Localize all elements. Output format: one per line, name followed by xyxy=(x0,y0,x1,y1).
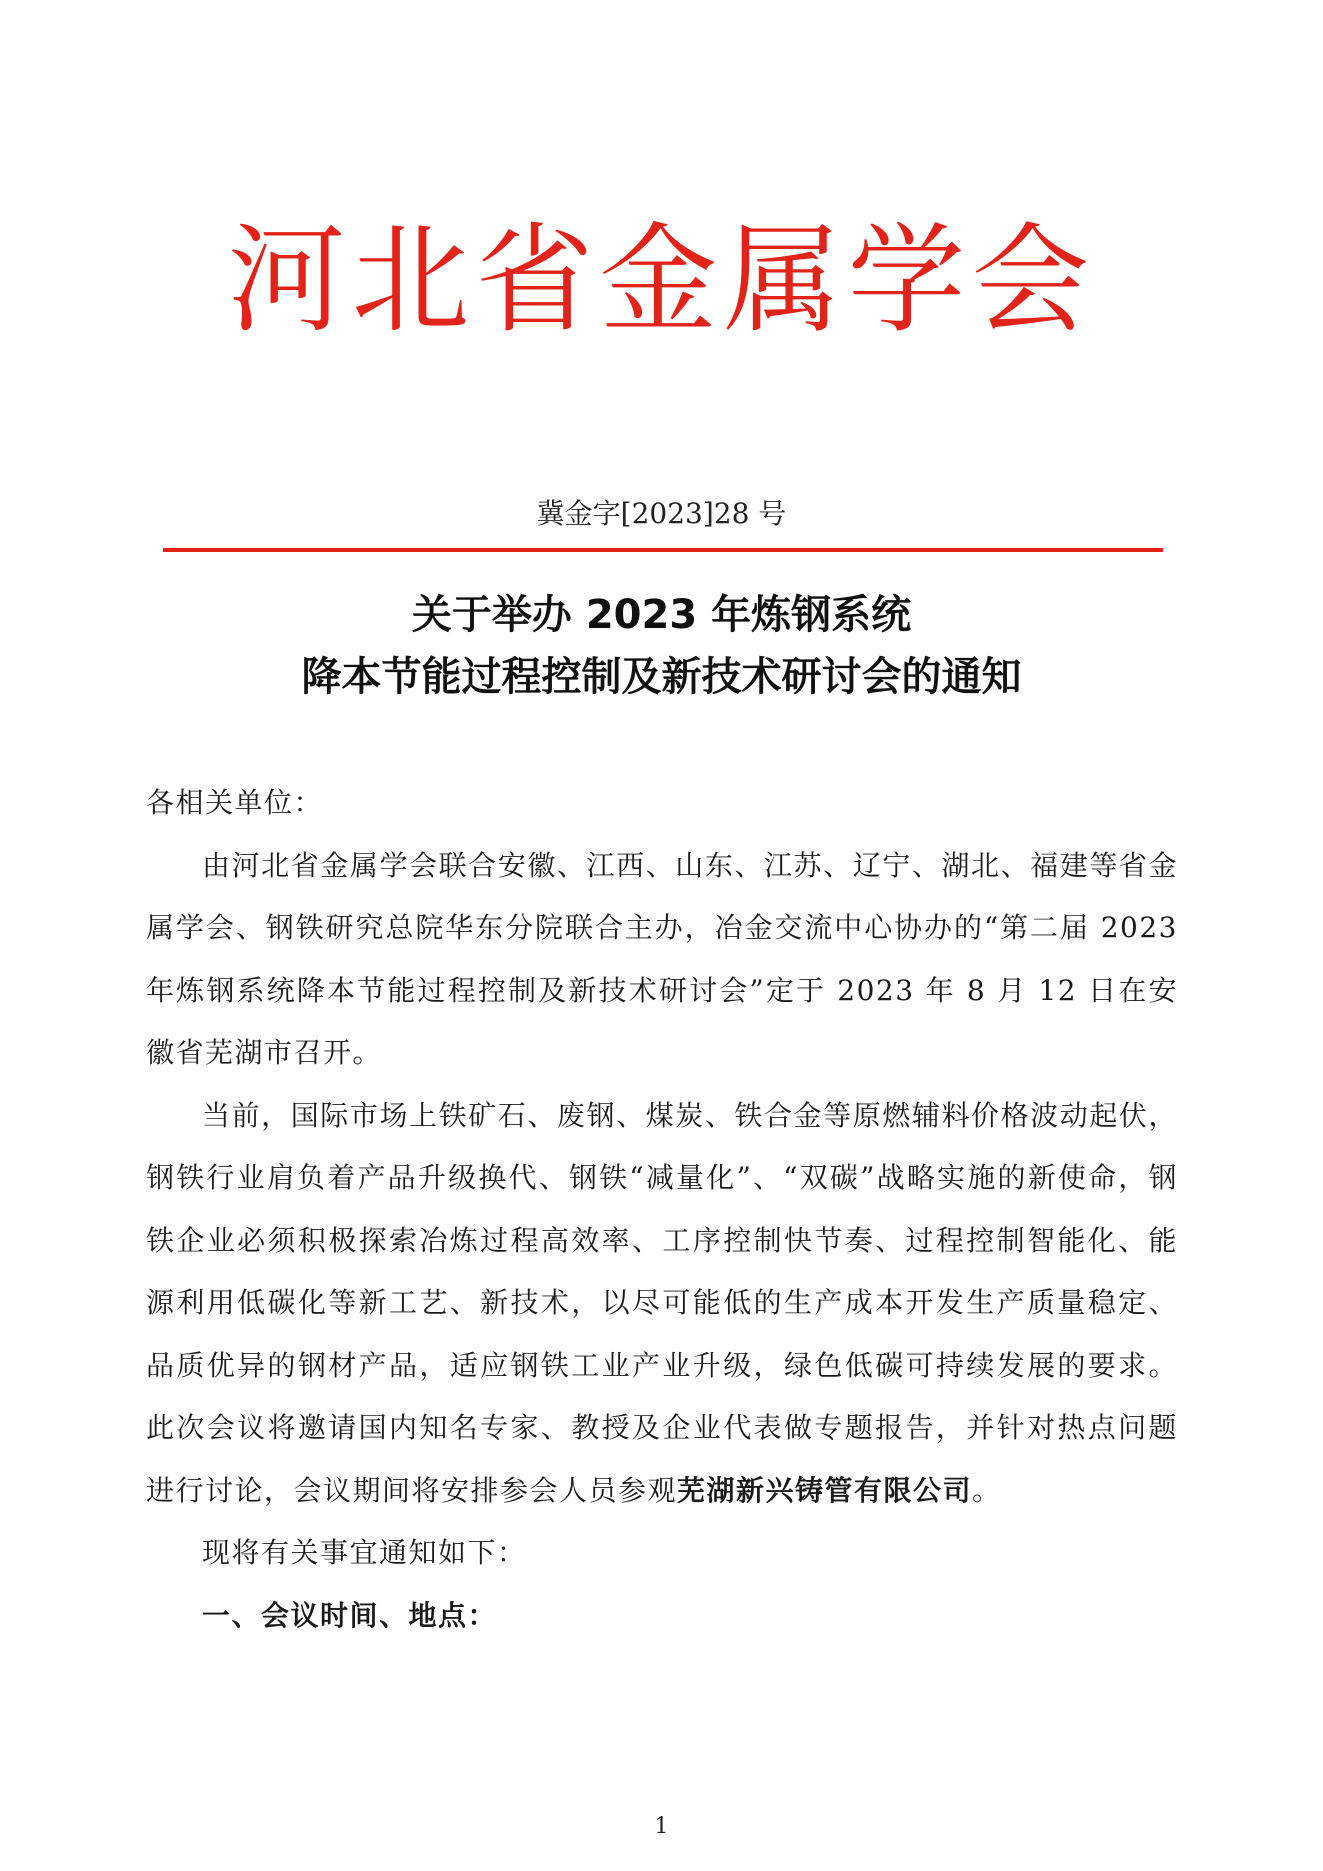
salutation: 各相关单位： xyxy=(146,786,324,819)
section-heading-time-place: 一、会议时间、地点： xyxy=(202,1598,498,1632)
document-title-line-1: 关于举办 2023 年炼钢系统 xyxy=(411,592,912,638)
paragraph-intro: 由河北省金属学会联合安徽、江西、山东、江苏、辽宁、湖北、福建等省金属学会、钢铁研究总院华东分院联合主办，冶金交流中心协办的“第二届 2023 年炼钢系统降本节能过程控制及新技术研讨会”定于 2023 年 8 月 12 日在安徽省芜湖市召开。 xyxy=(146,848,1178,1069)
paragraph-background-text: 当前，国际市场上铁矿石、废钢、煤炭、铁合金等原燃辅料价格波动起伏，钢铁行业肩负着产品升级换代、钢铁“减量化”、“双碳”战略实施的新使命，钢铁企业必须积极探索冶炼过程高效率、工序控制快节奏、过程控制智能化、能源利用低碳化等新工艺、新技术，以尽可能低的生产成本开发生产质量稳定、品质优异的钢材产品，适应钢铁工业产业升级，绿色低碳可持续发展的要求。此次会议将邀请国内知名专家、教授及企业代表做专题报告，并针对热点问题进行讨论，会议期间将安排参会人员参观 xyxy=(146,1098,1178,1507)
letterhead-divider xyxy=(163,548,1163,552)
document-number: 冀金字[2023]28 号 xyxy=(536,497,787,530)
letterhead-org-name: 河北省金属学会 xyxy=(227,211,1096,349)
paragraph-background-end: 。 xyxy=(972,1473,1002,1507)
paragraph-notice: 现将有关事宜通知如下： xyxy=(202,1536,527,1569)
paragraph-background xyxy=(146,1085,1178,1523)
document-body xyxy=(146,772,1178,1647)
host-company-name: 芜湖新兴铸管有限公司 xyxy=(677,1473,973,1507)
document-title-line-2: 降本节能过程控制及新技术研讨会的通知 xyxy=(301,654,1022,700)
page-number: 1 xyxy=(654,1814,669,1839)
